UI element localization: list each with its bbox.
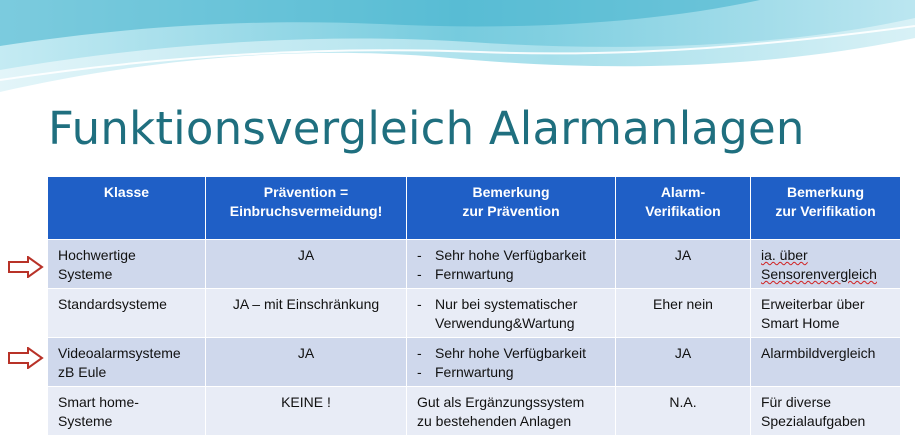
comparison-table — [47, 176, 901, 436]
table-row — [48, 338, 901, 387]
cell-klasse: Smart home- Systeme — [48, 387, 206, 436]
cell-klasse: Standardsysteme — [48, 289, 206, 338]
cell-praevention: KEINE ! — [206, 387, 407, 436]
cell-alarm-verifikation: Eher nein — [616, 289, 751, 338]
table-row — [48, 289, 901, 338]
table-row — [48, 387, 901, 436]
cell-alarm-verifikation: JA — [616, 338, 751, 387]
cell-praevention: JA — [206, 240, 407, 289]
cell-bemerkung-verifikation: Alarmbildvergleich — [751, 338, 901, 387]
cell-bemerkung-verifikation: Für diverse Spezialaufgaben — [751, 387, 901, 436]
header-praevention: Prävention = Einbruchsvermeidung! — [206, 177, 407, 240]
cell-bemerkung-praevention: - Sehr hohe Verfügbarkeit - Fernwartung — [407, 240, 616, 289]
header-alarm-verifikation: Alarm- Verifikation — [616, 177, 751, 240]
table-row — [48, 240, 901, 289]
wave-decoration — [0, 0, 915, 110]
cell-bemerkung-praevention: - Nur bei systematischer Verwendung&Wartung — [407, 289, 616, 338]
cell-alarm-verifikation: JA — [616, 240, 751, 289]
cell-alarm-verifikation: N.A. — [616, 387, 751, 436]
cell-bemerkung-verifikation: Erweiterbar über Smart Home — [751, 289, 901, 338]
cell-bemerkung-praevention: Gut als Ergänzungssystem zu bestehenden Anlagen — [407, 387, 616, 436]
header-bemerkung-praevention: Bemerkung zur Prävention — [407, 177, 616, 240]
cell-praevention: JA – mit Einschränkung — [206, 289, 407, 338]
header-klasse: Klasse — [48, 177, 206, 240]
cell-praevention: JA — [206, 338, 407, 387]
arrow-right-icon — [8, 347, 44, 369]
cell-bemerkung-praevention: - Sehr hohe Verfügbarkeit - Fernwartung — [407, 338, 616, 387]
cell-bemerkung-verifikation: ia. über Sensorenvergleich — [751, 240, 901, 289]
cell-klasse: Hochwertige Systeme — [48, 240, 206, 289]
cell-klasse: Videoalarmsysteme zB Eule — [48, 338, 206, 387]
header-bemerkung-verifikation: Bemerkung zur Verifikation — [751, 177, 901, 240]
slide-title: Funktionsvergleich Alarmanlagen — [48, 102, 805, 155]
table-header-row — [48, 177, 901, 240]
arrow-right-icon — [8, 256, 44, 278]
